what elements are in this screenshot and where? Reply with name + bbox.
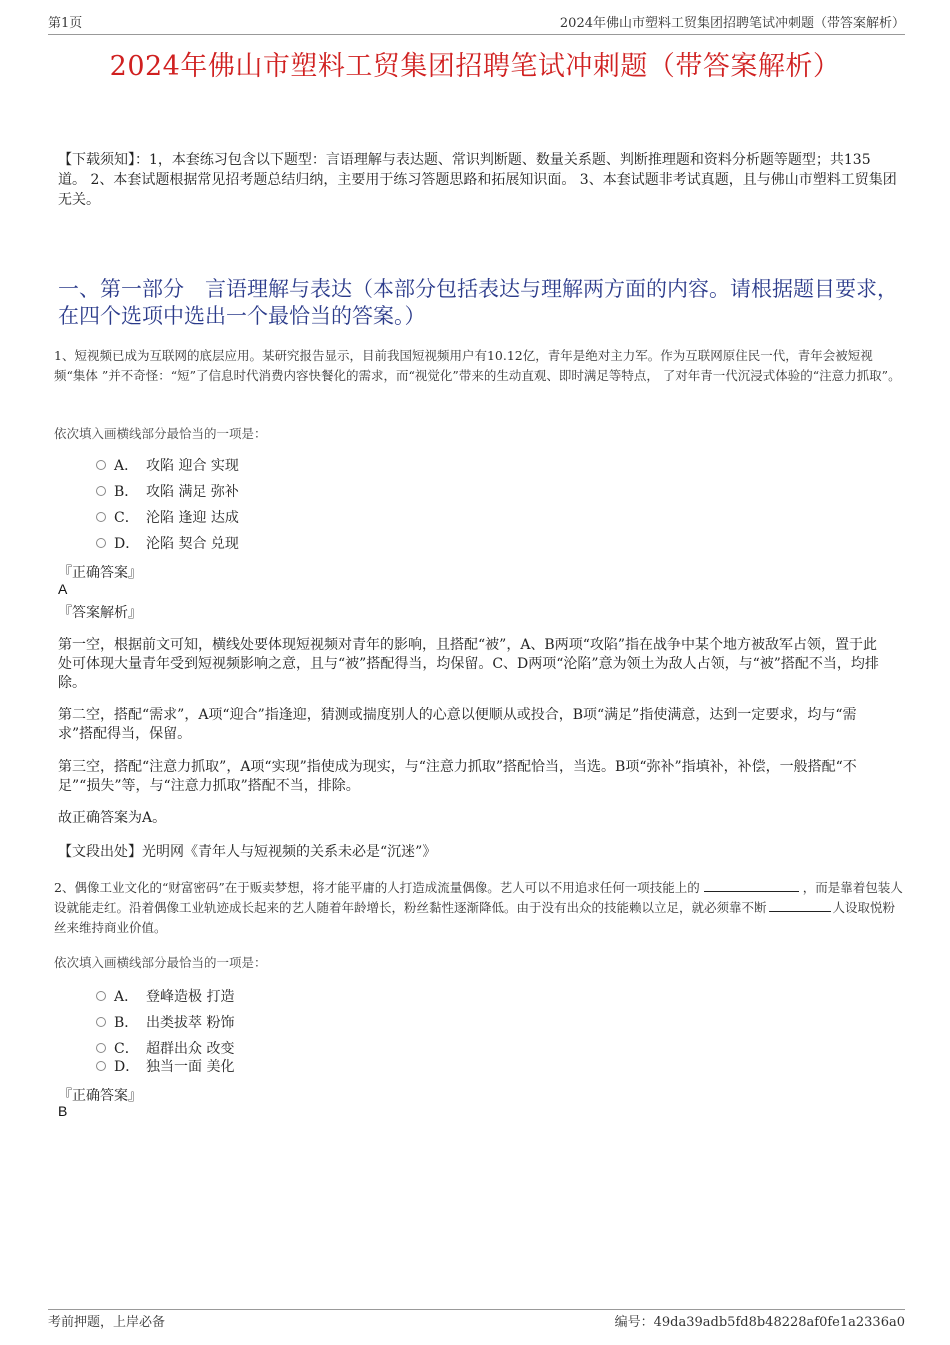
footer-slogan: 考前押题，上岸必备 — [48, 1315, 166, 1330]
radio-icon[interactable] — [96, 486, 106, 496]
q1-source: 【文段出处】光明网《青年人与短视频的关系未必是“沉迷”》 — [58, 844, 437, 860]
header-doc-title: 2024年佛山市塑料工贸集团招聘笔试冲刺题（带答案解析） — [559, 16, 905, 31]
radio-icon[interactable] — [96, 1017, 106, 1027]
q1-answer: A — [58, 581, 68, 597]
q1-analysis-paragraph: 第一空，根据前文可知，横线处要体现短视频对青年的影响，且搭配“被”，A、B两项“攻陷”指在战争中某个地方被敌军占领，置于此处可体现大量青年受到短视频影响之意，且与“被”搭配得当，均保留。C、D两项“沦陷”意为领土为敌人占领，与“被”搭配不当，均排除。 — [58, 637, 879, 691]
radio-icon[interactable] — [96, 1061, 106, 1071]
radio-icon[interactable] — [96, 991, 106, 1001]
blank-line — [704, 879, 799, 892]
q1-analysis-label: 『答案解析』 — [58, 605, 142, 621]
q2-answer-label: 『正确答案』 — [58, 1088, 142, 1104]
blank-line — [769, 899, 831, 912]
page-footer — [48, 1309, 905, 1336]
radio-icon[interactable] — [96, 460, 106, 470]
radio-icon[interactable] — [96, 512, 106, 522]
question-1-prompt: 依次填入画横线部分最恰当的一项是： — [54, 426, 267, 441]
q1-option-b[interactable]: B． 攻陷 满足 弥补 — [96, 482, 239, 502]
q1-option-a[interactable]: A． 攻陷 迎合 实现 — [96, 456, 239, 476]
q1-analysis-paragraph: 第二空，搭配“需求”，A项“迎合”指逢迎，猜测或揣度别人的心意以便顺从或投合，B项“满足”指使满意，达到一定要求，均与“需求”搭配得当，保留。 — [58, 707, 857, 742]
question-1-text: 1、短视频已成为互联网的底层应用。某研究报告显示，目前我国短视频用户有10.12亿，青年是绝对主力军。作为互联网原住民一代，青年会被短视频“集体 ”并不奇怪：“短”了信息时代消费内容快餐化的需求，而“视觉化”带来的生动直观、即时满足等特点， 了对年青一代沉浸式体验的“注意力抓取”。 — [54, 348, 901, 383]
q2-option-c[interactable]: C． 超群出众 改变 — [96, 1039, 234, 1059]
document-title: 2024年佛山市塑料工贸集团招聘笔试冲刺题（带答案解析） — [109, 51, 841, 82]
section-heading: 一、第一部分 言语理解与表达（本部分包括表达与理解两方面的内容。请根据题目要求，在四个选项中选出一个最恰当的答案。） — [58, 277, 898, 328]
q2-answer: B — [58, 1103, 68, 1119]
q1-option-d[interactable]: D． 沦陷 契合 兑现 — [96, 534, 239, 554]
q2-option-a[interactable]: A． 登峰造极 打造 — [96, 987, 234, 1007]
q1-analysis-conclusion: 故正确答案为A。 — [58, 810, 167, 826]
q1-analysis-paragraph: 第三空，搭配“注意力抓取”，A项“实现”指使成为现实，与“注意力抓取”搭配恰当，当选。B项“弥补”指填补，补偿，一般搭配“不足”“损失”等，与“注意力抓取”搭配不当，排除。 — [58, 759, 857, 794]
page-header — [48, 14, 905, 35]
radio-icon[interactable] — [96, 1043, 106, 1053]
footer-document-id: 编号：49da39adb5fd8b48228af0fe1a2336a0 — [614, 1315, 905, 1330]
q2-option-b[interactable]: B． 出类拔萃 粉饰 — [96, 1013, 234, 1033]
q2-option-d[interactable]: D． 独当一面 美化 — [96, 1057, 234, 1077]
page-number: 第1页 — [48, 16, 83, 31]
question-2-text: 2、偶像工业文化的“财富密码”在于贩卖梦想，将才能平庸的人打造成流量偶像。艺人可以不用追求任何一项技能上的 ，而是靠着包装人设就能走红。沿着偶像工业轨迹成长起来的艺人随着年龄增长，粉丝黏性逐渐降低。由于没有出众的技能赖以立足，就必须靠不断 人设取悦粉丝来维持商业价值。 — [54, 880, 903, 935]
q1-answer-label: 『正确答案』 — [58, 565, 142, 581]
download-notice: 【下载须知】：1，本套练习包含以下题型：言语理解与表达题、常识判断题、数量关系题、判断推理题和资料分析题等题型；共135道。 2、本套试题根据常见招考题总结归纳，主要用于练习答题思路和拓展知识面。 3、本套试题非考试真题，且与佛山市塑料工贸集团无关。 — [58, 152, 897, 208]
question-2-prompt: 依次填入画横线部分最恰当的一项是： — [54, 955, 267, 970]
q1-option-c[interactable]: C． 沦陷 逢迎 达成 — [96, 508, 239, 528]
radio-icon[interactable] — [96, 538, 106, 548]
